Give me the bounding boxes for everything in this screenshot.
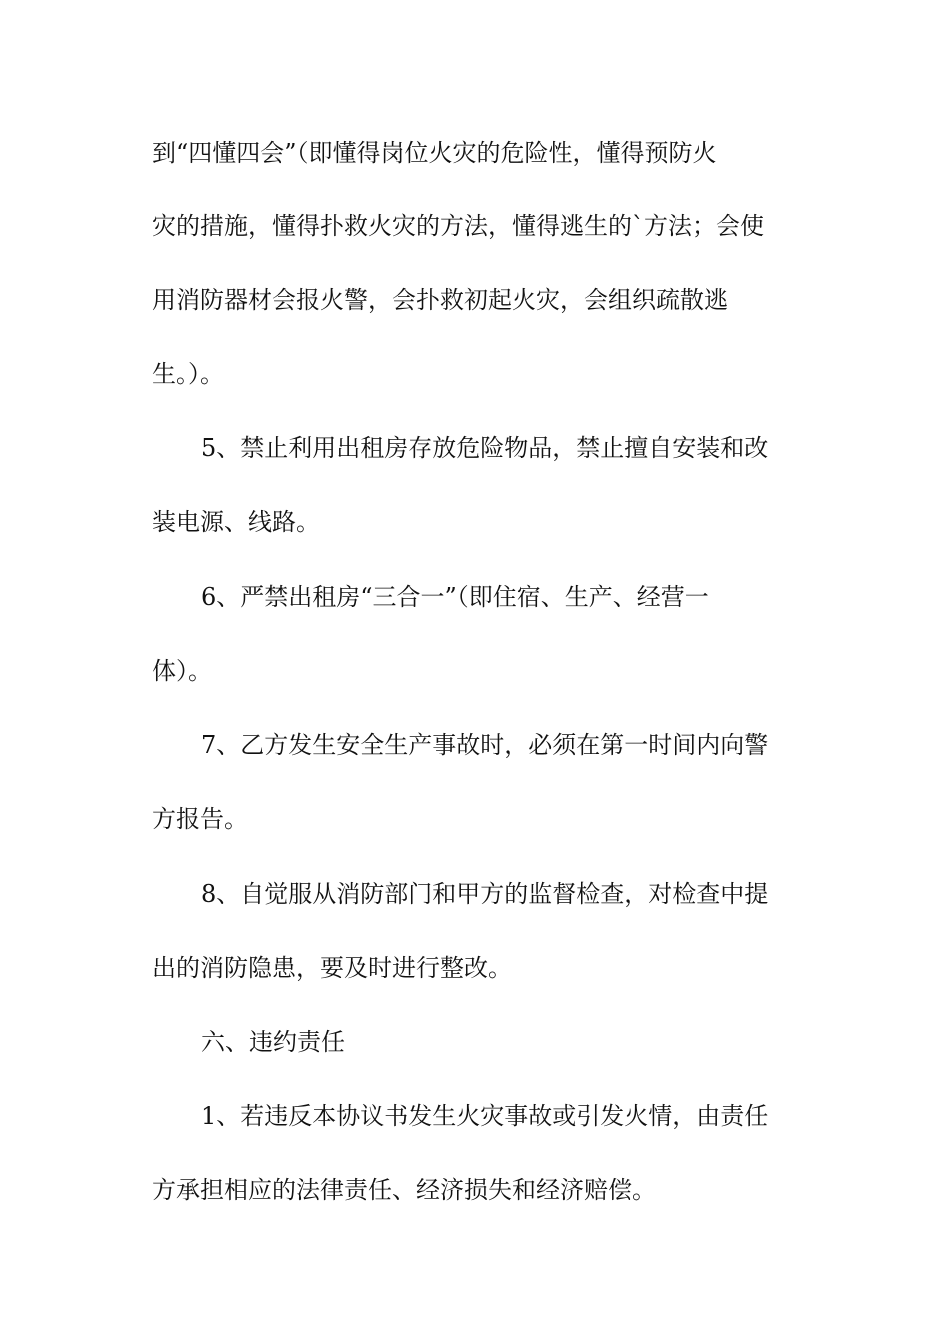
- paragraph-1-start: 1、若违反本协议书发生火灾事故或引发火情，由责任: [201, 1102, 769, 1130]
- text-line: 用消防器材会报火警，会扑救初起火灾，会组织疏散逃: [152, 286, 728, 314]
- text-line: 生。）。: [152, 360, 224, 388]
- text-line: 到“四懂四会”（即懂得岗位火灾的危险性，懂得预防火: [152, 139, 717, 167]
- paragraph-7-start: 7、乙方发生安全生产事故时，必须在第一时间内向警: [201, 731, 769, 759]
- text-line: 方承担相应的法律责任、经济损失和经济赔偿。: [152, 1176, 656, 1204]
- text-line: 灾的措施，懂得扑救火灾的方法，懂得逃生的`方法；会使: [152, 212, 764, 240]
- text-line: 体）。: [152, 657, 212, 685]
- paragraph-5-start: 5、禁止利用出租房存放危险物品，禁止擅自安装和改: [201, 434, 769, 462]
- section-heading: 六、违约责任: [201, 1028, 345, 1056]
- paragraph-6-start: 6、严禁出租房“三合一”（即住宿、生产、经营一: [201, 583, 709, 611]
- paragraph-8-start: 8、自觉服从消防部门和甲方的监督检查，对检查中提: [201, 880, 769, 908]
- text-line: 出的消防隐患，要及时进行整改。: [152, 954, 512, 982]
- text-line: 装电源、线路。: [152, 508, 320, 536]
- text-line: 方报告。: [152, 805, 248, 833]
